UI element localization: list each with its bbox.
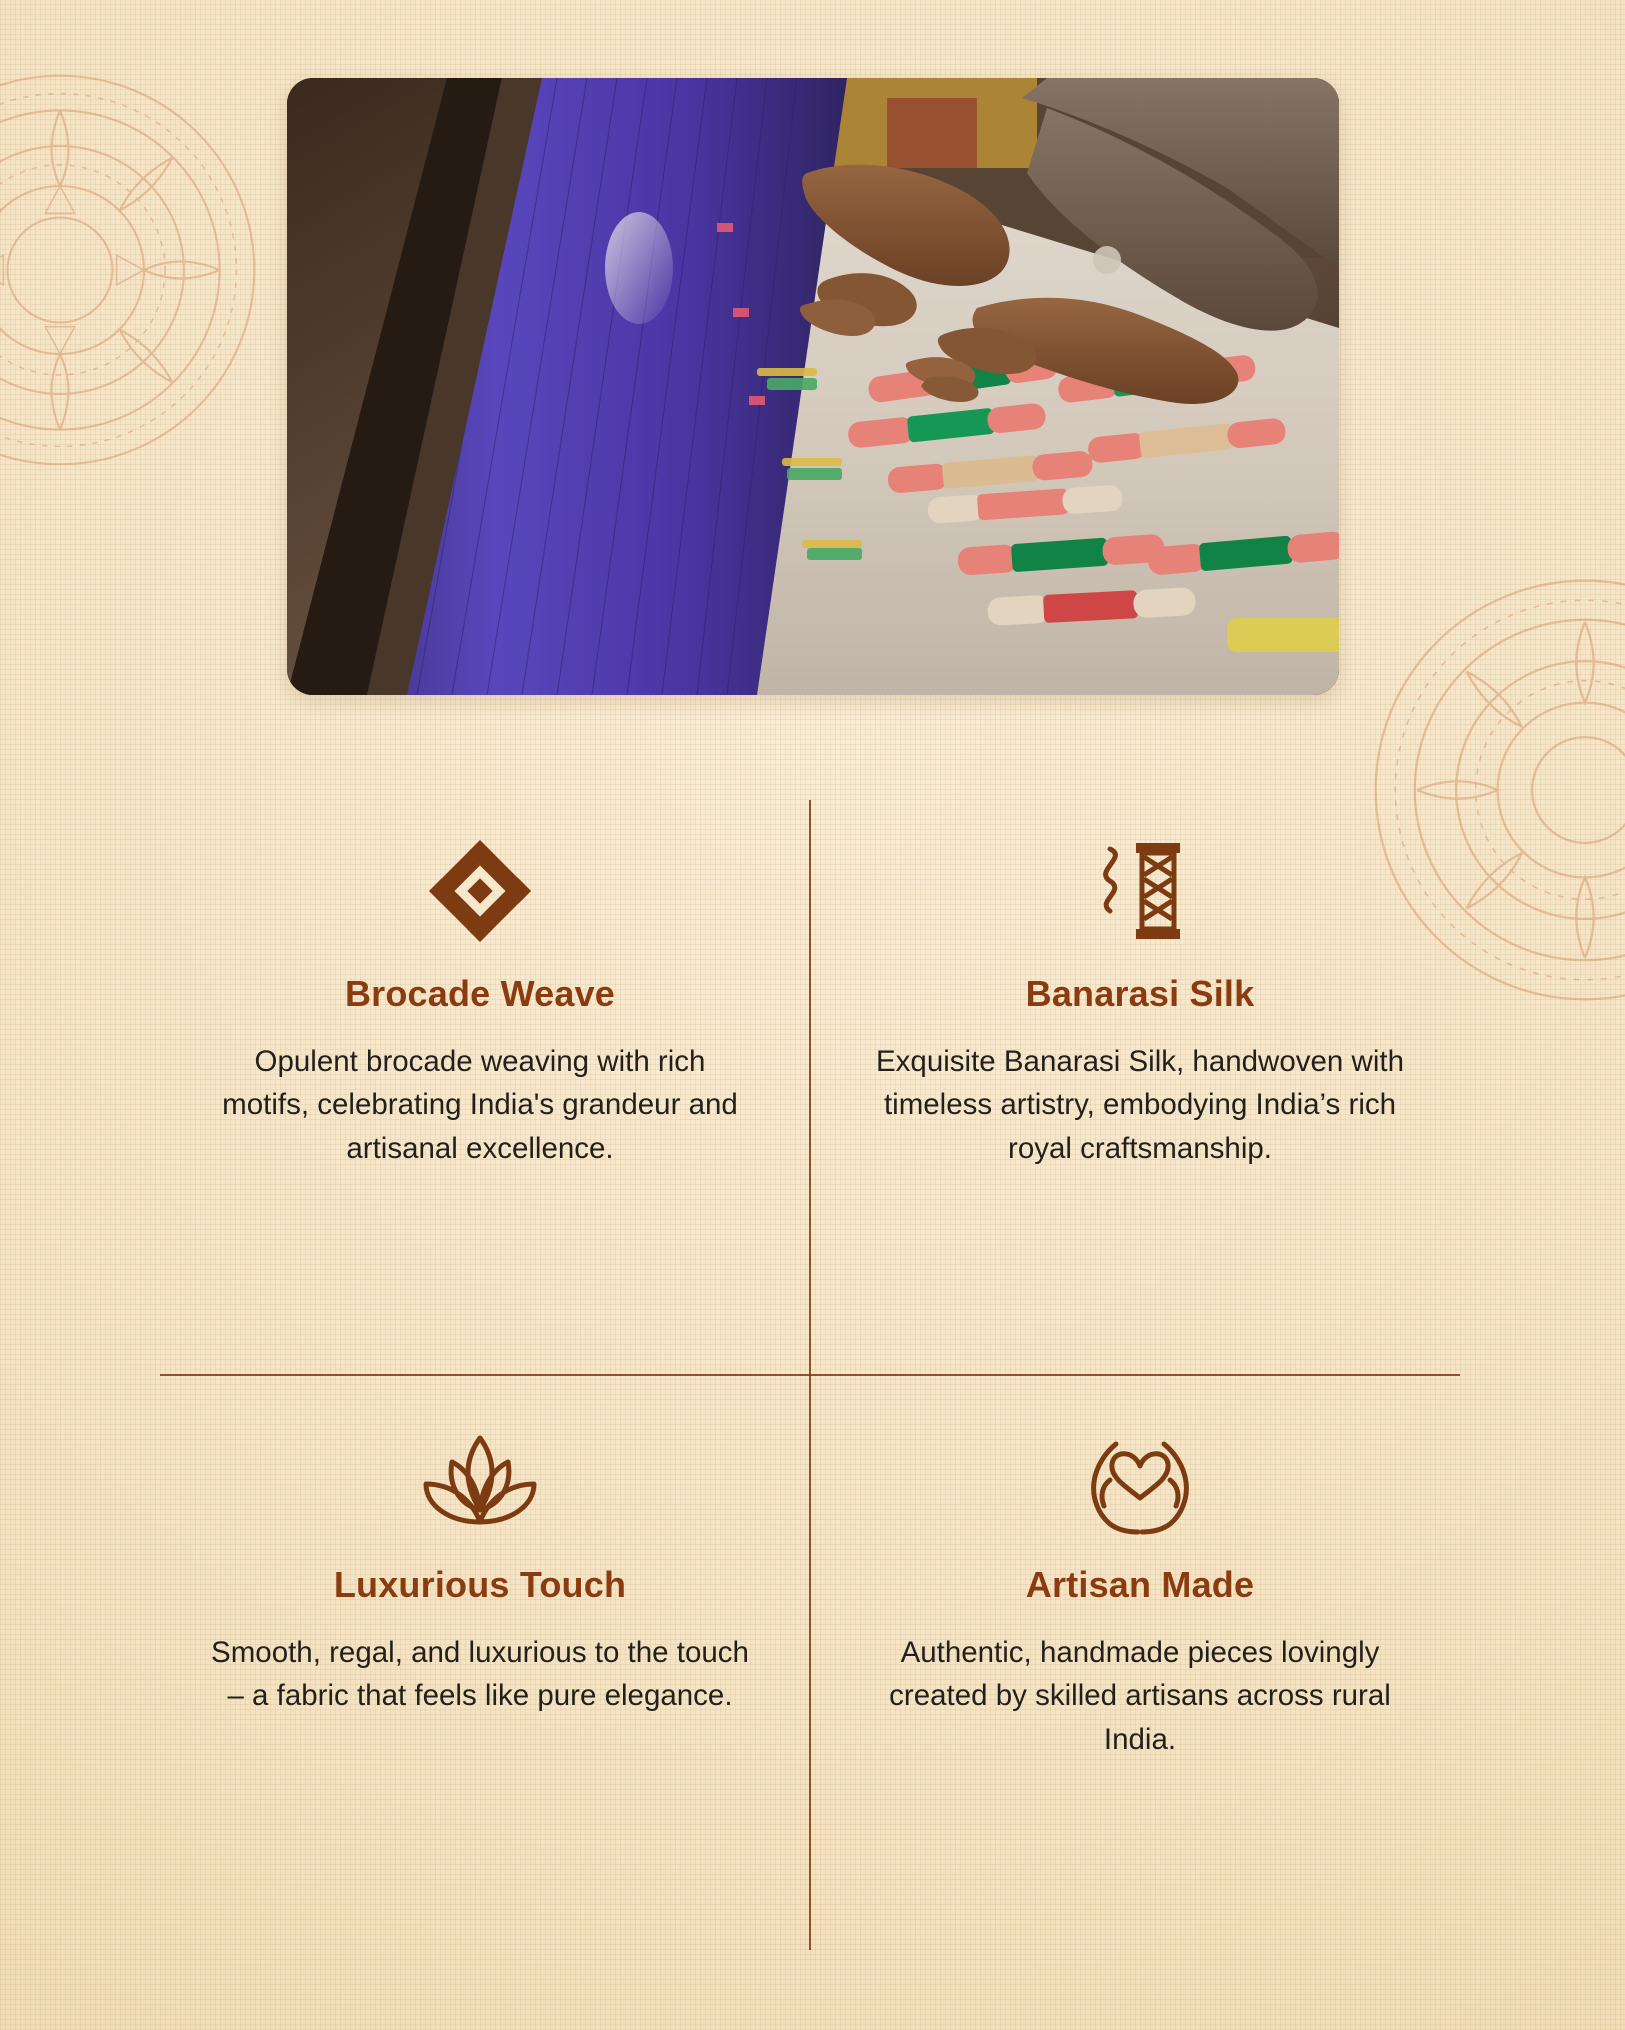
mandala-ornament-left: [0, 60, 270, 480]
feature-description: Exquisite Banarasi Silk, handwoven with timeless artistry, embodying India’s rich royal craftsmanship.: [875, 1044, 1404, 1165]
silk-spool-icon: [1076, 826, 1204, 956]
feature-card-banarasi-silk: [810, 800, 1470, 1375]
feature-grid: [150, 800, 1470, 1950]
feature-title: Banarasi Silk: [1025, 973, 1255, 1014]
lotus-icon: [412, 1417, 548, 1547]
hands-heart-icon: [1072, 1417, 1208, 1547]
hero-image: [287, 78, 1339, 695]
feature-title: Artisan Made: [1025, 1564, 1255, 1605]
feature-title: Brocade Weave: [344, 973, 616, 1014]
feature-title: Luxurious Touch: [333, 1564, 627, 1605]
brocade-weave-icon: [416, 826, 544, 956]
feature-card-artisan-made: [810, 1375, 1470, 1950]
feature-description: Smooth, regal, and luxurious to the touch – a fabric that feels like pure elegance.: [211, 1635, 749, 1713]
feature-description: Opulent brocade weaving with rich motifs, celebrating India's grandeur and artisanal excellence.: [222, 1044, 738, 1165]
feature-card-luxurious-touch: [150, 1375, 810, 1950]
feature-description: Authentic, handmade pieces lovingly created by skilled artisans across rural India.: [889, 1635, 1391, 1756]
feature-card-brocade-weave: [150, 800, 810, 1375]
horizontal-divider: [160, 1374, 1460, 1376]
handloom-weaving-photo: [287, 78, 1339, 695]
